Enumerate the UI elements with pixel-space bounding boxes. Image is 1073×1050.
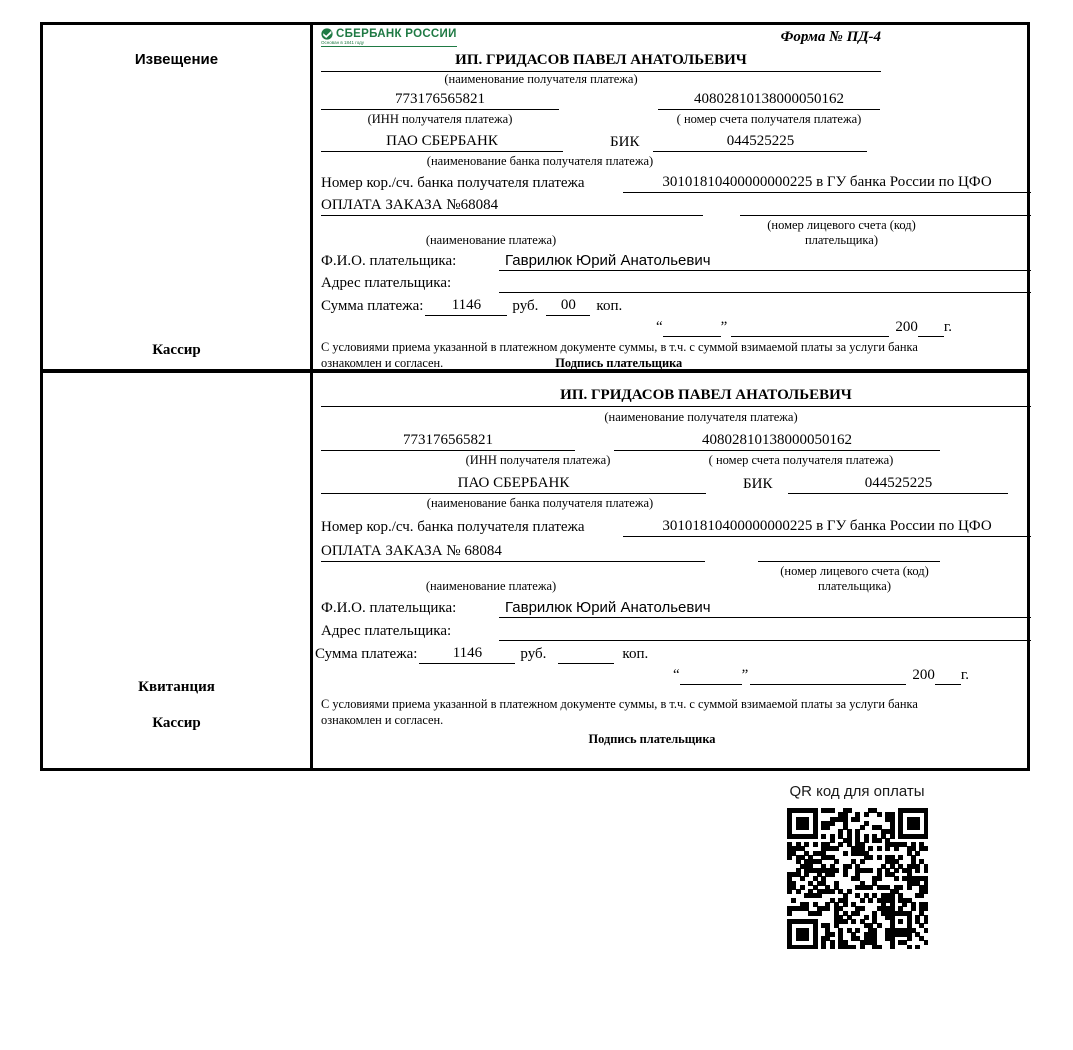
payer-name: Гаврилюк Юрий Анатольевич (499, 251, 1031, 271)
payer-name-row (321, 251, 1031, 271)
quote-open: “ (673, 667, 680, 683)
date-row (321, 318, 1031, 337)
account-value: 40802810138000050162 (614, 431, 940, 451)
caption-inn: (ИНН получателя платежа) (465, 453, 611, 467)
bik-label: БИК (610, 134, 640, 150)
payment-name-row (321, 542, 1031, 562)
bank-bik-row (321, 132, 1031, 152)
kop-label: коп. (596, 298, 623, 314)
agreement-line1: С условиями приема указанной в платежном документе суммы, в т.ч. с суммой взимаемой платы за услуги банка (321, 340, 918, 354)
inn-account-row (321, 431, 1031, 451)
qr-code (787, 808, 928, 949)
logo-subtext: Основан в 1841 году (321, 40, 365, 45)
payer-address-line (499, 622, 1031, 641)
bik-value: 044525225 (788, 474, 1008, 494)
payer-address-row (321, 622, 1031, 641)
date-day-line (680, 666, 742, 685)
caption-payment: (наименование платежа) (425, 579, 557, 593)
notice-side-cell (43, 25, 313, 369)
bank-name: ПАО СБЕРБАНК (321, 474, 706, 494)
qr-caption: QR код для оплаты (789, 783, 925, 800)
payer-address-line (499, 274, 1031, 293)
sberbank-logo-icon (321, 28, 333, 40)
payer-address-row (321, 274, 1031, 293)
account-value: 40802810138000050162 (658, 90, 880, 110)
year-line (918, 318, 944, 337)
corr-value: 30101810400000000225 в ГУ банка России по ЦФО (623, 173, 1031, 193)
bank-bik-row (321, 474, 1031, 494)
personal-account-line (740, 197, 1031, 216)
receipt-side-cell (43, 373, 313, 768)
corr-value: 30101810400000000225 в ГУ банка России по ЦФО (623, 517, 1031, 537)
section-title-notice: Извещение (134, 51, 219, 68)
date-month-line (750, 666, 906, 685)
caption-bank: (наименование банка получателя платежа) (426, 496, 654, 510)
caption-recipient: (наименование получателя платежа) (604, 410, 798, 424)
sberbank-logo (321, 28, 457, 47)
bank-name: ПАО СБЕРБАНК (321, 132, 563, 152)
addr-label: Адрес плательщика: (321, 275, 452, 291)
caption-inn: (ИНН получателя платежа) (367, 112, 513, 126)
sum-label: Сумма платежа: (315, 646, 418, 662)
agreement-line1: С условиями приема указанной в платежном документе суммы, в т.ч. с суммой взимаемой платы за услуги банка (321, 697, 918, 711)
agreement-line2: ознакомлен и согласен. (321, 712, 444, 727)
inn-account-row (321, 90, 1031, 110)
amount-rub: 1146 (419, 644, 515, 664)
logo-text: СБЕРБАНК РОССИИ (336, 28, 457, 40)
kop-label: коп. (622, 646, 649, 662)
bik-value: 044525225 (653, 132, 867, 152)
quote-open: “ (656, 319, 663, 335)
recipient-name: ИП. ГРИДАСОВ ПАВЕЛ АНАТОЛЬЕВИЧ (560, 387, 852, 403)
section-title-receipt: Квитанция (138, 679, 215, 695)
receipt-section (43, 373, 1027, 768)
caption-personal: (номер лицевого счета (код) плательщика) (767, 218, 916, 247)
date-day-line (663, 318, 721, 337)
recipient-underline (321, 406, 1031, 407)
caption-bank: (наименование банка получателя платежа) (426, 154, 654, 168)
signature-label: Подпись плательщика (588, 732, 716, 746)
cashier-label: Кассир (152, 342, 201, 358)
date-row (321, 666, 1031, 685)
year-prefix: 200 (912, 667, 935, 683)
bik-label: БИК (743, 476, 773, 492)
caption-payment: (наименование платежа) (425, 233, 557, 247)
notice-main-cell (313, 25, 1031, 369)
date-month-line (731, 318, 889, 337)
amount-rub: 1146 (425, 296, 507, 316)
addr-label: Адрес плательщика: (321, 623, 452, 639)
pd4-form (40, 22, 1030, 771)
fio-label: Ф.И.О. плательщика: (321, 253, 457, 269)
amount-row (321, 296, 1031, 316)
corr-account-row (321, 517, 1031, 537)
amount-row (315, 644, 1031, 664)
amount-kop (558, 663, 614, 664)
payer-name-row (321, 598, 1031, 618)
recipient-name: ИП. ГРИДАСОВ ПАВЕЛ АНАТОЛЬЕВИЧ (321, 52, 881, 72)
payment-name-row (321, 196, 1031, 216)
personal-account-line (758, 543, 940, 562)
payer-name: Гаврилюк Юрий Анатольевич (499, 598, 1031, 618)
corr-label: Номер кор./сч. банка получателя платежа (321, 519, 585, 535)
corr-account-row (321, 173, 1031, 193)
quote-close: ” (720, 319, 728, 335)
sum-label: Сумма платежа: (321, 298, 424, 314)
caption-recipient: (наименование получателя платежа) (444, 72, 638, 86)
agreement-text (321, 697, 983, 748)
inn-value: 773176565821 (321, 431, 575, 451)
payment-name: ОПЛАТА ЗАКАЗА №68084 (321, 196, 703, 216)
year-suffix: г. (960, 667, 970, 683)
corr-label: Номер кор./сч. банка получателя платежа (321, 175, 585, 191)
caption-account: ( номер счета получателя платежа) (676, 112, 862, 126)
year-line (935, 666, 961, 685)
fio-label: Ф.И.О. плательщика: (321, 600, 457, 616)
rub-label: руб. (512, 298, 539, 314)
agreement-line2: ознакомлен и согласен. (321, 355, 444, 370)
inn-value: 773176565821 (321, 90, 559, 110)
cashier-label: Кассир (152, 715, 201, 731)
payment-name: ОПЛАТА ЗАКАЗА № 68084 (321, 542, 705, 562)
caption-account: ( номер счета получателя платежа) (708, 453, 894, 467)
form-number: Форма № ПД-4 (780, 29, 881, 45)
signature-label: Подпись плательщика (555, 355, 683, 370)
quote-close: ” (741, 667, 749, 683)
header-row (321, 28, 881, 52)
receipt-main-cell (313, 373, 1031, 768)
year-prefix: 200 (895, 319, 918, 335)
notice-section (43, 25, 1027, 373)
year-suffix: г. (943, 319, 953, 335)
rub-label: руб. (520, 646, 547, 662)
agreement-text (321, 340, 983, 371)
caption-personal: (номер лицевого счета (код) плательщика) (780, 564, 929, 593)
amount-kop: 00 (546, 296, 590, 316)
